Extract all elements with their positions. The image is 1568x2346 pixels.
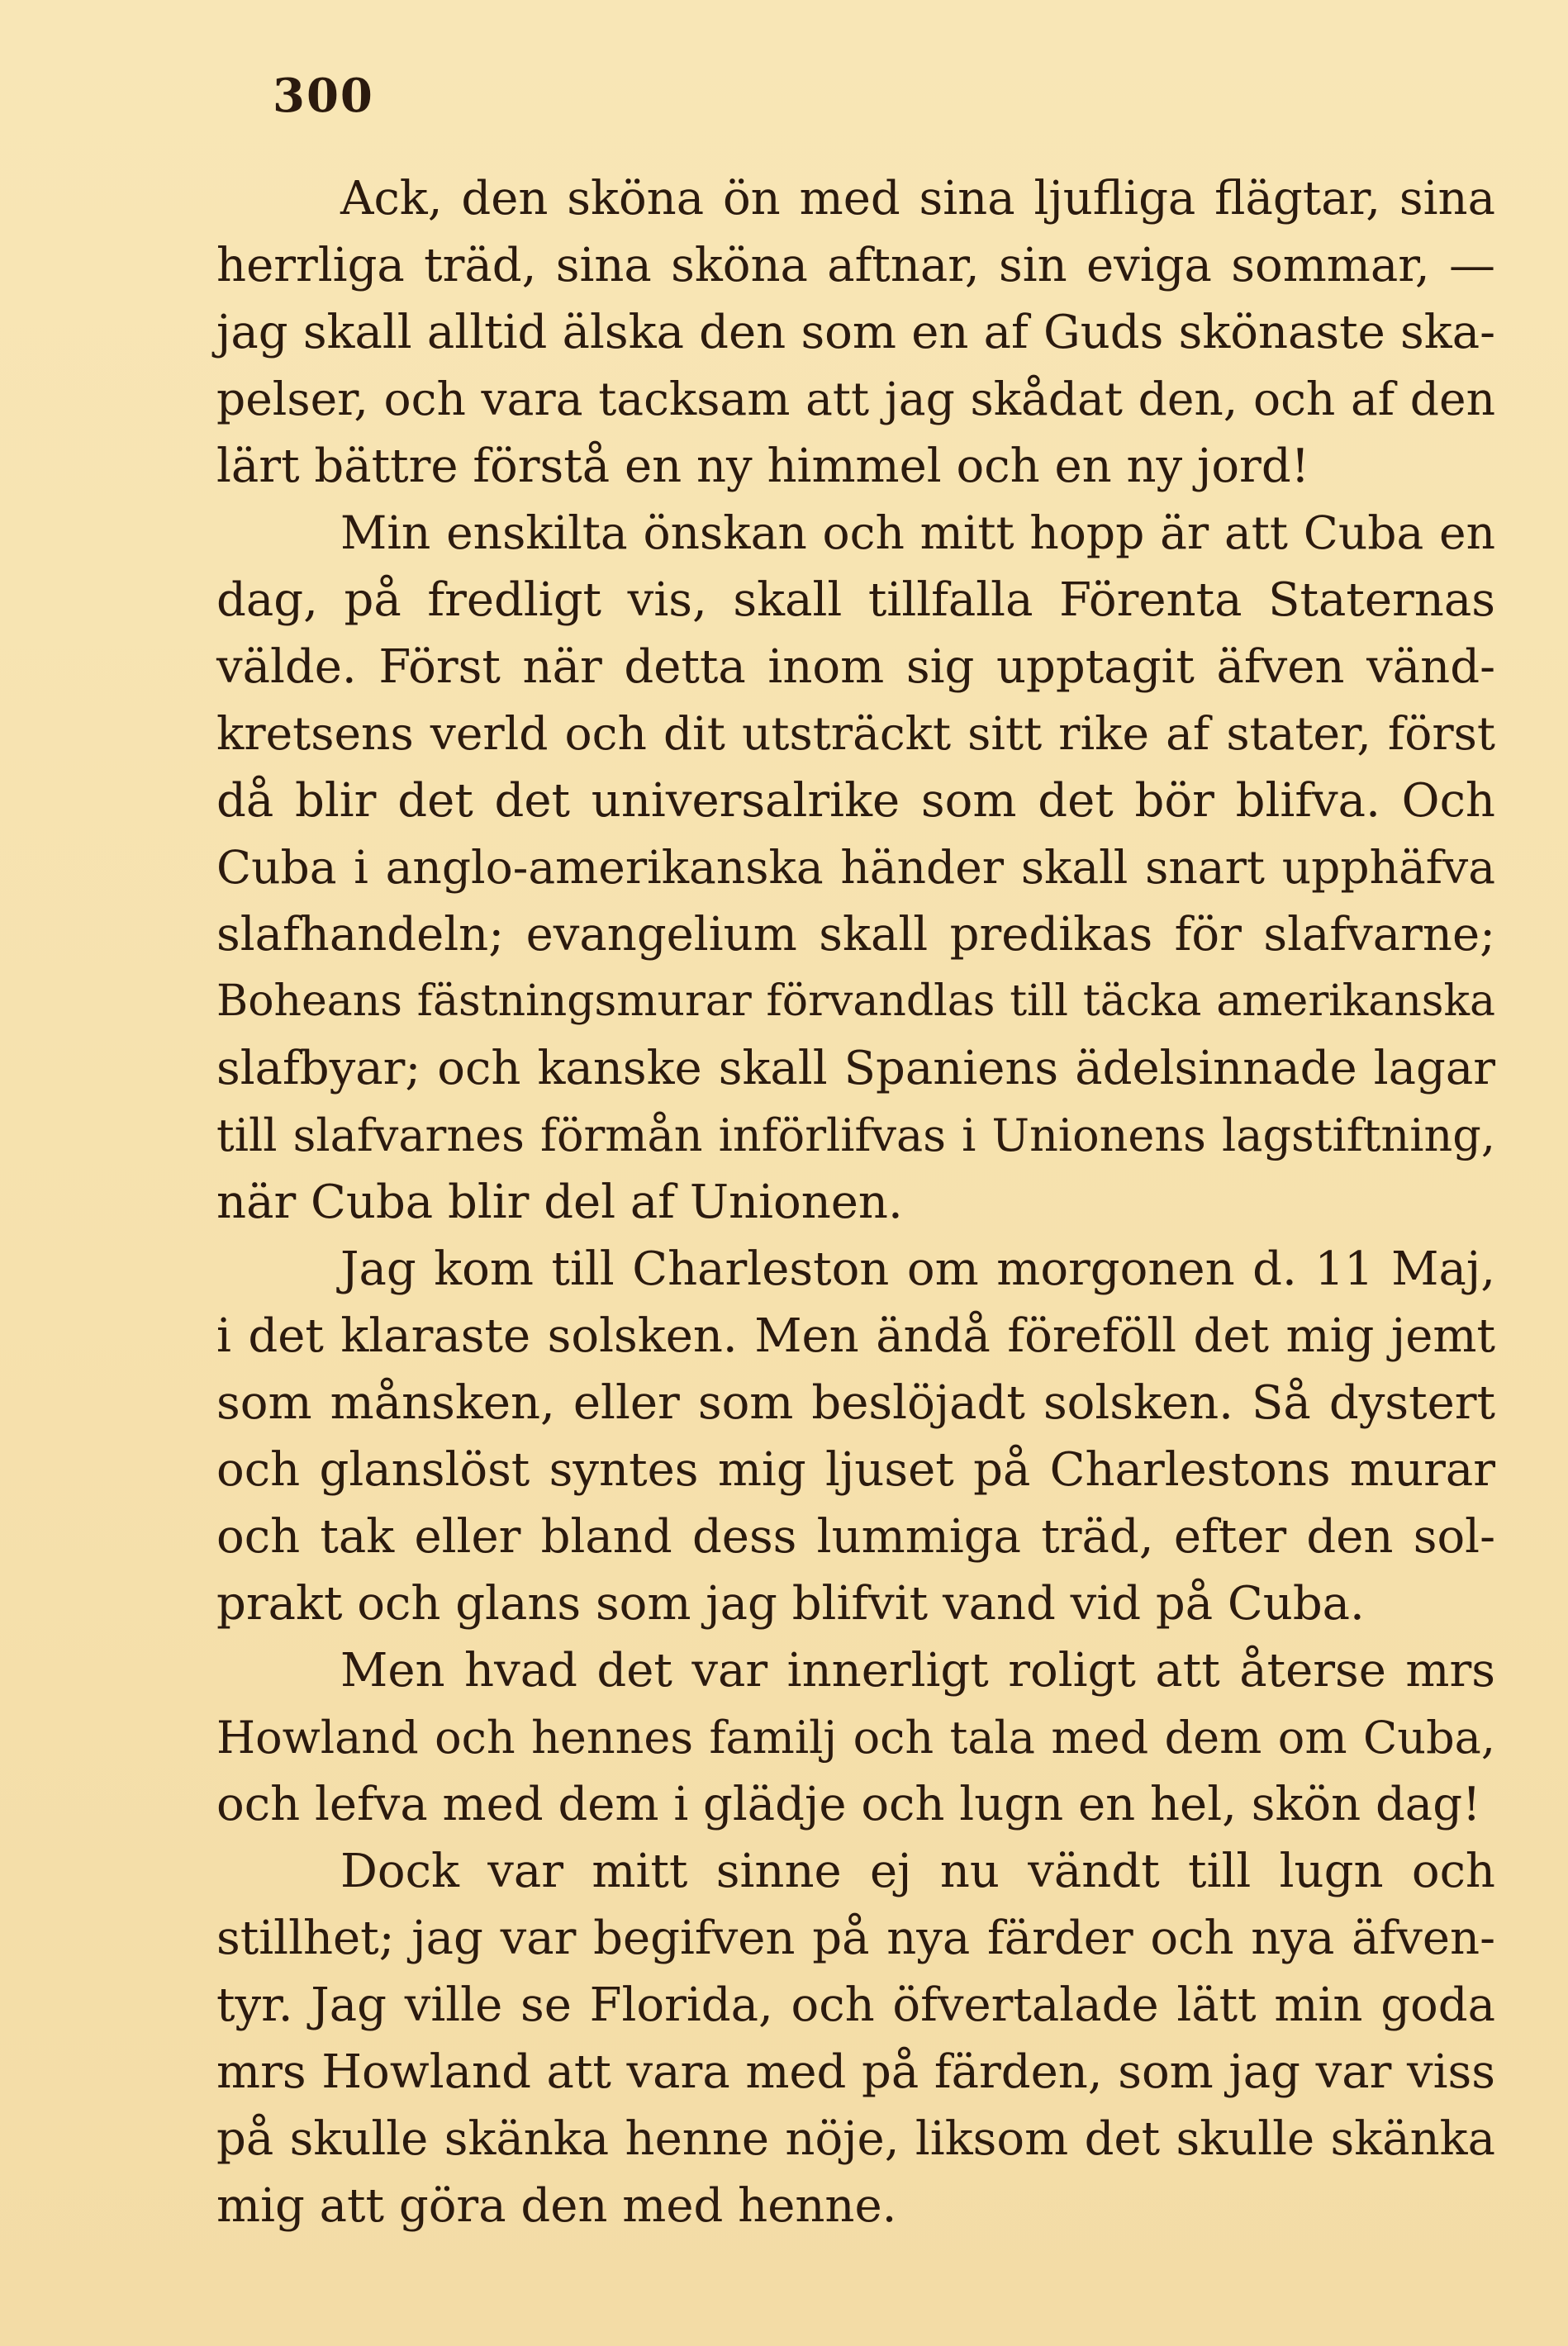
- text-line: kretsens verld och dit utsträckt sitt rike af stater, först: [216, 707, 1495, 760]
- text-line: på skulle skänka henne nöje, liksom det skulle skänka: [216, 2112, 1495, 2166]
- text-line: då blir det det universalrike som det bör blifva. Och: [216, 774, 1495, 828]
- text-line: Cuba i anglo-amerikanska händer skall snart upphäfva: [216, 841, 1495, 894]
- text-line: mig att göra den med henne.: [216, 2179, 897, 2233]
- text-line: som månsken, eller som beslöjadt solsken. Så dystert: [216, 1376, 1495, 1430]
- text-line: jag skall alltid älska den som en af Guds skönaste ska-: [216, 306, 1495, 359]
- text-line: Men hvad det var innerligt roligt att återse mrs: [340, 1644, 1495, 1698]
- text-line: när Cuba blir del af Unionen.: [216, 1175, 903, 1229]
- text-line: mrs Howland att vara med på färden, som jag var viss: [216, 2045, 1495, 2099]
- text-line: Dock var mitt sinne ej nu vändt till lugn och: [340, 1845, 1495, 1898]
- text-line: Min enskilta önskan och mitt hopp är att Cuba en: [340, 506, 1495, 559]
- page-number: 300: [273, 69, 374, 123]
- text-line: tyr. Jag ville se Florida, och öfvertalade lätt min goda: [216, 1978, 1495, 2032]
- text-line: pelser, och vara tacksam att jag skådat den, och af den: [216, 373, 1495, 425]
- text-line: Howland och hennes familj och tala med dem om Cuba,: [216, 1712, 1495, 1764]
- text-line: stillhet; jag var begifven på nya färder och nya äfven-: [216, 1911, 1495, 1965]
- text-line: och tak eller bland dess lummiga träd, efter den sol-: [216, 1510, 1495, 1564]
- text-line: Boheans fästningsmurar förvandlas till täcka amerikanska: [216, 976, 1495, 1026]
- text-line: och lefva med dem i glädje och lugn en hel, skön dag!: [216, 1778, 1481, 1831]
- text-line: slafbyar; och kanske skall Spaniens ädelsinnade lagar: [216, 1042, 1495, 1095]
- text-line: i det klaraste solsken. Men ändå föreföll det mig jemt: [216, 1309, 1495, 1363]
- text-line: herrliga träd, sina sköna aftnar, sin eviga sommar, —: [216, 239, 1495, 292]
- text-line: Jag kom till Charleston om morgonen d. 11 Maj,: [340, 1242, 1495, 1296]
- text-line: välde. Först när detta inom sig upptagit äfven vänd-: [216, 640, 1495, 694]
- text-line: lärt bättre förstå en ny himmel och en ny jord!: [216, 439, 1310, 493]
- text-line: dag, på fredligt vis, skall tillfalla Förenta Staternas: [216, 573, 1495, 627]
- text-line: till slafvarnes förmån införlifvas i Unionens lagstiftning,: [216, 1109, 1495, 1161]
- text-line: slafhandeln; evangelium skall predikas för slafvarne;: [216, 908, 1495, 962]
- text-line: Ack, den sköna ön med sina ljufliga flägtar, sina: [340, 172, 1495, 226]
- body-text: [216, 165, 1495, 2239]
- text-line: och glanslöst syntes mig ljuset på Charlestons murar: [216, 1443, 1495, 1497]
- text-line: prakt och glans som jag blifvit vand vid på Cuba.: [216, 1577, 1365, 1631]
